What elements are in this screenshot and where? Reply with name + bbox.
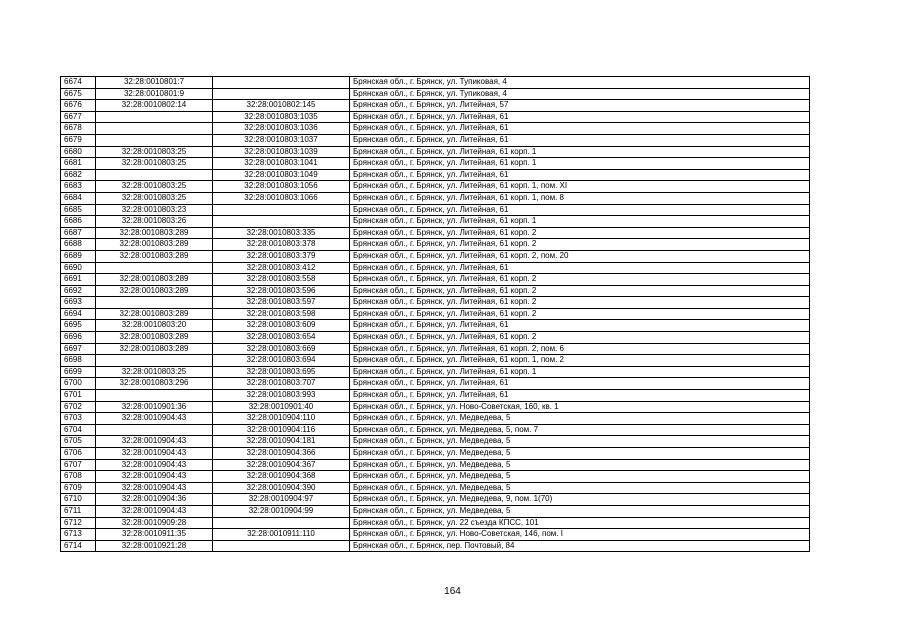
address-cell: Брянская обл., г. Брянск, ул. Медведева, 5 bbox=[350, 459, 810, 471]
register-table-body bbox=[61, 77, 810, 552]
parcel-number-cell: 32:28:0010904:43 bbox=[96, 459, 213, 471]
address-cell: Брянская обл., г. Брянск, ул. 22 съезда КПСС, 101 bbox=[350, 517, 810, 529]
row-number-cell: 6709 bbox=[61, 482, 96, 494]
table-row bbox=[61, 366, 810, 378]
table-row bbox=[61, 320, 810, 332]
object-number-cell bbox=[213, 216, 350, 228]
table-row bbox=[61, 517, 810, 529]
object-number-cell bbox=[213, 88, 350, 100]
address-cell: Брянская обл., г. Брянск, ул. Литейная, 61 bbox=[350, 169, 810, 181]
parcel-number-cell: 32:28:0010911:35 bbox=[96, 529, 213, 541]
table-row bbox=[61, 471, 810, 483]
object-number-cell: 32:28:0010904:181 bbox=[213, 436, 350, 448]
object-number-cell: 32:28:0010803:596 bbox=[213, 285, 350, 297]
parcel-number-cell: 32:28:0010921:28 bbox=[96, 540, 213, 552]
parcel-number-cell: 32:28:0010803:289 bbox=[96, 285, 213, 297]
object-number-cell: 32:28:0010904:97 bbox=[213, 494, 350, 506]
object-number-cell bbox=[213, 77, 350, 89]
object-number-cell: 32:28:0010803:609 bbox=[213, 320, 350, 332]
table-row bbox=[61, 274, 810, 286]
table-row bbox=[61, 378, 810, 390]
row-number-cell: 6690 bbox=[61, 262, 96, 274]
table-row bbox=[61, 146, 810, 158]
address-cell: Брянская обл., г. Брянск, ул. Медведева, 5 bbox=[350, 471, 810, 483]
object-number-cell: 32:28:0010803:694 bbox=[213, 355, 350, 367]
object-number-cell: 32:28:0010803:1035 bbox=[213, 111, 350, 123]
row-number-cell: 6698 bbox=[61, 355, 96, 367]
row-number-cell: 6693 bbox=[61, 297, 96, 309]
table-row bbox=[61, 424, 810, 436]
object-number-cell: 32:28:0010803:707 bbox=[213, 378, 350, 390]
parcel-number-cell: 32:28:0010803:25 bbox=[96, 158, 213, 170]
table-row bbox=[61, 134, 810, 146]
table-row bbox=[61, 192, 810, 204]
table-row bbox=[61, 111, 810, 123]
parcel-number-cell: 32:28:0010803:26 bbox=[96, 216, 213, 228]
address-cell: Брянская обл., г. Брянск, ул. Литейная, 61 корп. 2 bbox=[350, 239, 810, 251]
row-number-cell: 6674 bbox=[61, 77, 96, 89]
object-number-cell: 32:28:0010803:1066 bbox=[213, 192, 350, 204]
object-number-cell: 32:28:0010901:40 bbox=[213, 401, 350, 413]
address-cell: Брянская обл., г. Брянск, ул. Медведева, 5, пом. 7 bbox=[350, 424, 810, 436]
row-number-cell: 6712 bbox=[61, 517, 96, 529]
table-row bbox=[61, 88, 810, 100]
object-number-cell: 32:28:0010803:654 bbox=[213, 332, 350, 344]
address-cell: Брянская обл., г. Брянск, ул. Литейная, 61 корп. 2 bbox=[350, 227, 810, 239]
object-number-cell: 32:28:0010803:379 bbox=[213, 250, 350, 262]
address-cell: Брянская обл., г. Брянск, ул. Литейная, 61 bbox=[350, 134, 810, 146]
row-number-cell: 6704 bbox=[61, 424, 96, 436]
address-cell: Брянская обл., г. Брянск, ул. Медведева, 5 bbox=[350, 436, 810, 448]
row-number-cell: 6681 bbox=[61, 158, 96, 170]
object-number-cell: 32:28:0010803:1056 bbox=[213, 181, 350, 193]
object-number-cell: 32:28:0010803:1039 bbox=[213, 146, 350, 158]
table-row bbox=[61, 401, 810, 413]
object-number-cell: 32:28:0010904:99 bbox=[213, 505, 350, 517]
object-number-cell: 32:28:0010904:110 bbox=[213, 413, 350, 425]
row-number-cell: 6700 bbox=[61, 378, 96, 390]
address-cell: Брянская обл., г. Брянск, ул. Литейная, 61 bbox=[350, 204, 810, 216]
object-number-cell: 32:28:0010803:993 bbox=[213, 390, 350, 402]
table-row bbox=[61, 123, 810, 135]
parcel-number-cell: 32:28:0010801:9 bbox=[96, 88, 213, 100]
parcel-number-cell: 32:28:0010803:25 bbox=[96, 192, 213, 204]
address-cell: Брянская обл., г. Брянск, ул. Медведева, 9, пом. 1(70) bbox=[350, 494, 810, 506]
object-number-cell: 32:28:0010803:412 bbox=[213, 262, 350, 274]
table-row bbox=[61, 459, 810, 471]
table-row bbox=[61, 204, 810, 216]
row-number-cell: 6687 bbox=[61, 227, 96, 239]
address-cell: Брянская обл., г. Брянск, ул. Медведева, 5 bbox=[350, 505, 810, 517]
address-cell: Брянская обл., г. Брянск, ул. Литейная, 61 корп. 1 bbox=[350, 158, 810, 170]
parcel-number-cell: 32:28:0010803:20 bbox=[96, 320, 213, 332]
table-row bbox=[61, 355, 810, 367]
address-cell: Брянская обл., г. Брянск, ул. Литейная, 61 корп. 2, пом. 20 bbox=[350, 250, 810, 262]
parcel-number-cell bbox=[96, 262, 213, 274]
table-row bbox=[61, 216, 810, 228]
object-number-cell bbox=[213, 517, 350, 529]
row-number-cell: 6713 bbox=[61, 529, 96, 541]
parcel-number-cell: 32:28:0010802:14 bbox=[96, 100, 213, 112]
parcel-number-cell bbox=[96, 111, 213, 123]
object-number-cell: 32:28:0010803:597 bbox=[213, 297, 350, 309]
parcel-number-cell: 32:28:0010803:289 bbox=[96, 343, 213, 355]
table-row bbox=[61, 390, 810, 402]
row-number-cell: 6706 bbox=[61, 448, 96, 460]
address-cell: Брянская обл., г. Брянск, ул. Литейная, 61 корп. 1 bbox=[350, 216, 810, 228]
object-number-cell bbox=[213, 540, 350, 552]
object-number-cell: 32:28:0010803:1041 bbox=[213, 158, 350, 170]
address-cell: Брянская обл., г. Брянск, ул. Литейная, 57 bbox=[350, 100, 810, 112]
row-number-cell: 6689 bbox=[61, 250, 96, 262]
parcel-number-cell bbox=[96, 297, 213, 309]
parcel-number-cell: 32:28:0010904:43 bbox=[96, 471, 213, 483]
parcel-number-cell: 32:28:0010901:36 bbox=[96, 401, 213, 413]
row-number-cell: 6701 bbox=[61, 390, 96, 402]
parcel-number-cell: 32:28:0010803:25 bbox=[96, 146, 213, 158]
object-number-cell: 32:28:0010904:367 bbox=[213, 459, 350, 471]
parcel-number-cell: 32:28:0010803:289 bbox=[96, 250, 213, 262]
parcel-number-cell: 32:28:0010803:296 bbox=[96, 378, 213, 390]
address-cell: Брянская обл., г. Брянск, ул. Литейная, 61 bbox=[350, 262, 810, 274]
object-number-cell: 32:28:0010904:116 bbox=[213, 424, 350, 436]
object-number-cell: 32:28:0010803:695 bbox=[213, 366, 350, 378]
parcel-number-cell: 32:28:0010904:43 bbox=[96, 448, 213, 460]
row-number-cell: 6697 bbox=[61, 343, 96, 355]
parcel-number-cell: 32:28:0010904:43 bbox=[96, 505, 213, 517]
table-row bbox=[61, 436, 810, 448]
table-row bbox=[61, 262, 810, 274]
table-row bbox=[61, 505, 810, 517]
row-number-cell: 6695 bbox=[61, 320, 96, 332]
property-register-table bbox=[60, 76, 810, 552]
table-row bbox=[61, 100, 810, 112]
parcel-number-cell bbox=[96, 123, 213, 135]
object-number-cell: 32:28:0010911:110 bbox=[213, 529, 350, 541]
address-cell: Брянская обл., г. Брянск, ул. Литейная, 61 bbox=[350, 320, 810, 332]
row-number-cell: 6686 bbox=[61, 216, 96, 228]
object-number-cell: 32:28:0010904:368 bbox=[213, 471, 350, 483]
parcel-number-cell: 32:28:0010904:43 bbox=[96, 482, 213, 494]
parcel-number-cell: 32:28:0010801:7 bbox=[96, 77, 213, 89]
object-number-cell: 32:28:0010904:390 bbox=[213, 482, 350, 494]
row-number-cell: 6711 bbox=[61, 505, 96, 517]
parcel-number-cell: 32:28:0010803:289 bbox=[96, 332, 213, 344]
row-number-cell: 6683 bbox=[61, 181, 96, 193]
row-number-cell: 6684 bbox=[61, 192, 96, 204]
table-row bbox=[61, 482, 810, 494]
row-number-cell: 6675 bbox=[61, 88, 96, 100]
row-number-cell: 6702 bbox=[61, 401, 96, 413]
address-cell: Брянская обл., г. Брянск, ул. Литейная, 61 корп. 1, пом. 8 bbox=[350, 192, 810, 204]
parcel-number-cell bbox=[96, 424, 213, 436]
object-number-cell: 32:28:0010803:598 bbox=[213, 308, 350, 320]
row-number-cell: 6714 bbox=[61, 540, 96, 552]
address-cell: Брянская обл., г. Брянск, ул. Ново-Советская, 146, пом. I bbox=[350, 529, 810, 541]
address-cell: Брянская обл., г. Брянск, ул. Медведева, 5 bbox=[350, 448, 810, 460]
object-number-cell: 32:28:0010803:1049 bbox=[213, 169, 350, 181]
table-row bbox=[61, 494, 810, 506]
parcel-number-cell: 32:28:0010803:23 bbox=[96, 204, 213, 216]
table-row bbox=[61, 413, 810, 425]
table-row bbox=[61, 529, 810, 541]
parcel-number-cell bbox=[96, 390, 213, 402]
parcel-number-cell bbox=[96, 134, 213, 146]
row-number-cell: 6707 bbox=[61, 459, 96, 471]
address-cell: Брянская обл., г. Брянск, пер. Почтовый, 84 bbox=[350, 540, 810, 552]
address-cell: Брянская обл., г. Брянск, ул. Литейная, 61 bbox=[350, 123, 810, 135]
row-number-cell: 6678 bbox=[61, 123, 96, 135]
address-cell: Брянская обл., г. Брянск, ул. Ново-Советская, 160, кв. 1 bbox=[350, 401, 810, 413]
table-row bbox=[61, 227, 810, 239]
row-number-cell: 6692 bbox=[61, 285, 96, 297]
parcel-number-cell: 32:28:0010904:36 bbox=[96, 494, 213, 506]
table-row bbox=[61, 181, 810, 193]
address-cell: Брянская обл., г. Брянск, ул. Тупиковая, 4 bbox=[350, 77, 810, 89]
row-number-cell: 6699 bbox=[61, 366, 96, 378]
row-number-cell: 6679 bbox=[61, 134, 96, 146]
parcel-number-cell: 32:28:0010909:28 bbox=[96, 517, 213, 529]
table-row bbox=[61, 540, 810, 552]
parcel-number-cell bbox=[96, 169, 213, 181]
row-number-cell: 6685 bbox=[61, 204, 96, 216]
row-number-cell: 6691 bbox=[61, 274, 96, 286]
parcel-number-cell: 32:28:0010803:289 bbox=[96, 308, 213, 320]
table-row bbox=[61, 343, 810, 355]
object-number-cell bbox=[213, 204, 350, 216]
row-number-cell: 6708 bbox=[61, 471, 96, 483]
page-number: 164 bbox=[444, 586, 461, 597]
address-cell: Брянская обл., г. Брянск, ул. Литейная, 61 bbox=[350, 390, 810, 402]
table-row bbox=[61, 239, 810, 251]
address-cell: Брянская обл., г. Брянск, ул. Литейная, 61 корп. 2 bbox=[350, 332, 810, 344]
row-number-cell: 6703 bbox=[61, 413, 96, 425]
object-number-cell: 32:28:0010803:335 bbox=[213, 227, 350, 239]
object-number-cell: 32:28:0010803:378 bbox=[213, 239, 350, 251]
row-number-cell: 6696 bbox=[61, 332, 96, 344]
table-row bbox=[61, 332, 810, 344]
table-row bbox=[61, 285, 810, 297]
parcel-number-cell: 32:28:0010803:25 bbox=[96, 366, 213, 378]
address-cell: Брянская обл., г. Брянск, ул. Литейная, 61 корп. 1 bbox=[350, 366, 810, 378]
table-row bbox=[61, 158, 810, 170]
parcel-number-cell: 32:28:0010803:25 bbox=[96, 181, 213, 193]
table-row bbox=[61, 77, 810, 89]
address-cell: Брянская обл., г. Брянск, ул. Литейная, 61 корп. 2 bbox=[350, 285, 810, 297]
address-cell: Брянская обл., г. Брянск, ул. Литейная, 61 корп. 1, пом. 2 bbox=[350, 355, 810, 367]
parcel-number-cell: 32:28:0010803:289 bbox=[96, 239, 213, 251]
object-number-cell: 32:28:0010904:366 bbox=[213, 448, 350, 460]
table-row bbox=[61, 250, 810, 262]
address-cell: Брянская обл., г. Брянск, ул. Литейная, 61 корп. 1, пом. XI bbox=[350, 181, 810, 193]
row-number-cell: 6682 bbox=[61, 169, 96, 181]
row-number-cell: 6680 bbox=[61, 146, 96, 158]
address-cell: Брянская обл., г. Брянск, ул. Литейная, 61 bbox=[350, 378, 810, 390]
parcel-number-cell bbox=[96, 355, 213, 367]
address-cell: Брянская обл., г. Брянск, ул. Литейная, 61 корп. 2 bbox=[350, 297, 810, 309]
address-cell: Брянская обл., г. Брянск, ул. Тупиковая, 4 bbox=[350, 88, 810, 100]
address-cell: Брянская обл., г. Брянск, ул. Литейная, 61 bbox=[350, 111, 810, 123]
address-cell: Брянская обл., г. Брянск, ул. Литейная, 61 корп. 2 bbox=[350, 308, 810, 320]
row-number-cell: 6710 bbox=[61, 494, 96, 506]
address-cell: Брянская обл., г. Брянск, ул. Литейная, 61 корп. 1 bbox=[350, 146, 810, 158]
object-number-cell: 32:28:0010803:558 bbox=[213, 274, 350, 286]
object-number-cell: 32:28:0010803:1036 bbox=[213, 123, 350, 135]
table-row bbox=[61, 297, 810, 309]
row-number-cell: 6688 bbox=[61, 239, 96, 251]
object-number-cell: 32:28:0010803:1037 bbox=[213, 134, 350, 146]
parcel-number-cell: 32:28:0010904:43 bbox=[96, 436, 213, 448]
parcel-number-cell: 32:28:0010803:289 bbox=[96, 274, 213, 286]
table-row bbox=[61, 169, 810, 181]
address-cell: Брянская обл., г. Брянск, ул. Литейная, 61 корп. 2 bbox=[350, 274, 810, 286]
address-cell: Брянская обл., г. Брянск, ул. Литейная, 61 корп. 2, пом. 6 bbox=[350, 343, 810, 355]
object-number-cell: 32:28:0010803:669 bbox=[213, 343, 350, 355]
address-cell: Брянская обл., г. Брянск, ул. Медведева, 5 bbox=[350, 482, 810, 494]
parcel-number-cell: 32:28:0010803:289 bbox=[96, 227, 213, 239]
row-number-cell: 6677 bbox=[61, 111, 96, 123]
object-number-cell: 32:28:0010802:145 bbox=[213, 100, 350, 112]
row-number-cell: 6705 bbox=[61, 436, 96, 448]
row-number-cell: 6676 bbox=[61, 100, 96, 112]
table-row bbox=[61, 308, 810, 320]
parcel-number-cell: 32:28:0010904:43 bbox=[96, 413, 213, 425]
row-number-cell: 6694 bbox=[61, 308, 96, 320]
address-cell: Брянская обл., г. Брянск, ул. Медведева, 5 bbox=[350, 413, 810, 425]
table-row bbox=[61, 448, 810, 460]
